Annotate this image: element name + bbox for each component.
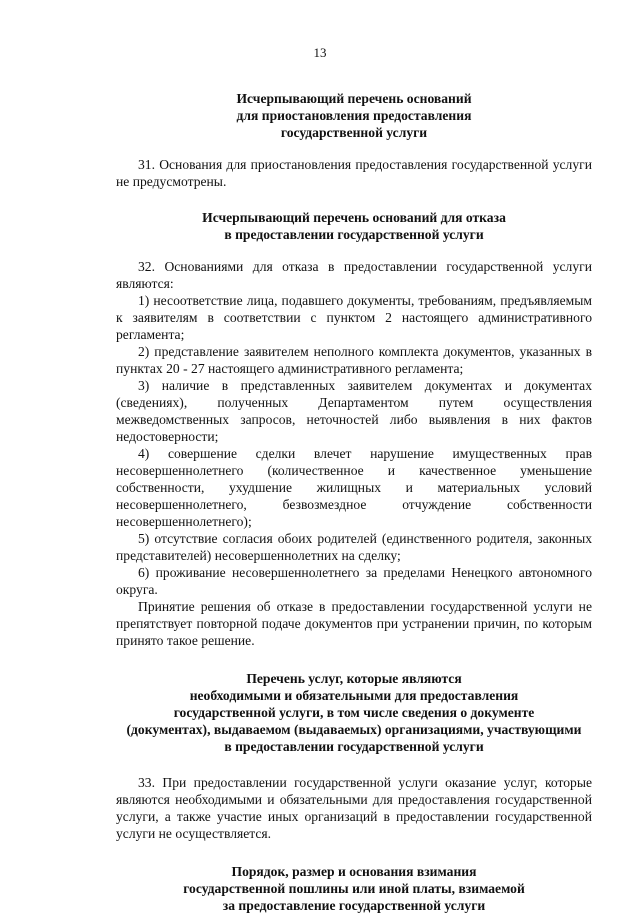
heading-line: Перечень услуг, которые являются [246, 671, 462, 686]
refusal-decision-paragraph: Принятие решения об отказе в предоставлении государственной услуги не препятствует повторной подаче документов при устранении причин, по которым принято такое решение. [116, 599, 592, 648]
heading-line: Исчерпывающий перечень оснований [236, 91, 472, 106]
section-heading-state-fee [116, 863, 592, 914]
heading-line: государственной услуги, в том числе сведения о документе [173, 705, 535, 720]
heading-line: необходимыми и обязательными для предоставления [189, 688, 519, 703]
heading-line: за предоставление государственной услуги [222, 898, 486, 913]
section-heading-suspension [116, 90, 592, 141]
refusal-item-2: 2) представление заявителем неполного комплекта документов, указанных в пунктах 20 - 27 настоящего административного регламента; [116, 344, 592, 376]
refusal-item-5: 5) отсутствие согласия обоих родителей (единственного родителя, законных представителей) несовершеннолетних на сделку; [116, 531, 592, 563]
page-number: 13 [313, 45, 327, 60]
heading-line: Исчерпывающий перечень оснований для отказа [202, 210, 506, 225]
heading-line: для приостановления предоставления [236, 108, 472, 123]
heading-line: государственной услуги [280, 125, 428, 140]
section-heading-refusal [116, 209, 592, 243]
paragraph-32: 32. Основаниями для отказа в предоставлении государственной услуги являются: [116, 259, 592, 291]
heading-line: в предоставлении государственной услуги [224, 227, 484, 242]
heading-line: в предоставлении государственной услуги [224, 739, 484, 754]
heading-line: государственной пошлины или иной платы, взимаемой [183, 881, 525, 896]
page-content [116, 90, 592, 914]
refusal-item-6: 6) проживание несовершеннолетнего за пределами Ненецкого автономного округа. [116, 565, 592, 597]
paragraph-33: 33. При предоставлении государственной услуги оказание услуг, которые являются необходимыми и обязательными для предоставления государственной услуги, а также участие иных организаций в предоставлении государственной услуги не осуществляется. [116, 775, 592, 841]
heading-line: Порядок, размер и основания взимания [231, 864, 477, 879]
refusal-item-3: 3) наличие в представленных заявителем документах и документах (сведениях), полученных Департаментом путем осуществления межведомственных запросов, неточностей либо выявления в них фактов недостоверности; [116, 378, 592, 444]
section-heading-required-services [116, 670, 592, 755]
paragraph-31: 31. Основания для приостановления предоставления государственной услуги не предусмотрены. [116, 157, 592, 189]
heading-line: (документах), выдаваемом (выдаваемых) организациями, участвующими [126, 722, 582, 737]
refusal-item-1: 1) несоответствие лица, подавшего документы, требованиям, предъявляемым к заявителям в соответствии с пунктом 2 настоящего административного регламента; [116, 293, 592, 342]
refusal-item-4: 4) совершение сделки влечет нарушение имущественных прав несовершеннолетнего (количественное и качественное уменьшение собственности, ухудшение жилищных и материальных условий несовершеннолетнего, безвозмездное отчуждение собственности несовершеннолетнего); [116, 446, 592, 529]
